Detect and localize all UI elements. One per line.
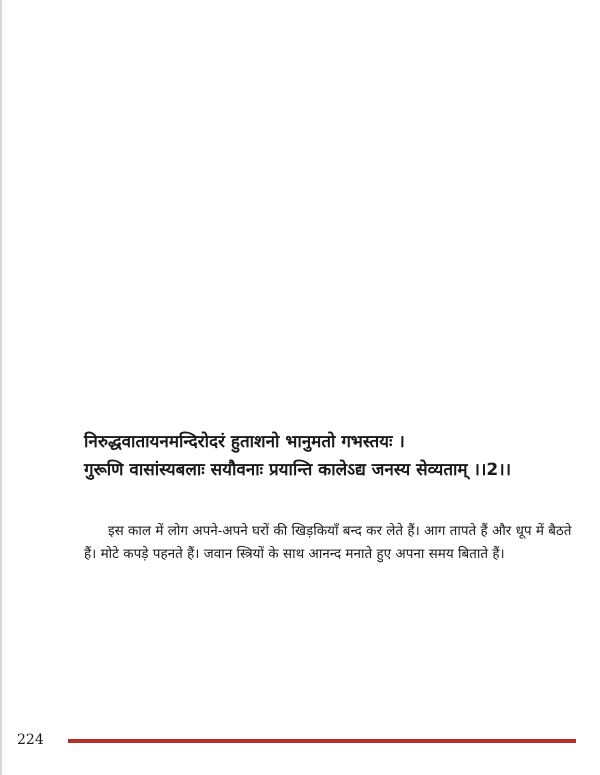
page-edge-shadow — [0, 0, 2, 775]
page-number: 224 — [17, 732, 44, 748]
hindi-translation: इस काल में लोग अपने-अपने घरों की खिड़कियाँ बन्द कर लेते हैं। आग तापते हैं और धूप में बैठते हैं। मोटे कपड़े पहनते हैं। जवान स्त्रियों के साथ आनन्द मनाते हुए अपना समय बिताते हैं। — [84, 523, 572, 562]
verse-line-1: निरुद्धवातायनमन्दिरोदरं हुताशनो भानुमतो गभस्तयः । — [84, 432, 405, 452]
sanskrit-verse — [84, 428, 584, 484]
verse-line-2: गुरूणि वासांस्यबलाः सयौवनाः प्रयान्ति कालेऽद्य जनस्य सेव्यताम् ।।2।। — [84, 460, 512, 480]
footer-rule — [68, 739, 576, 743]
